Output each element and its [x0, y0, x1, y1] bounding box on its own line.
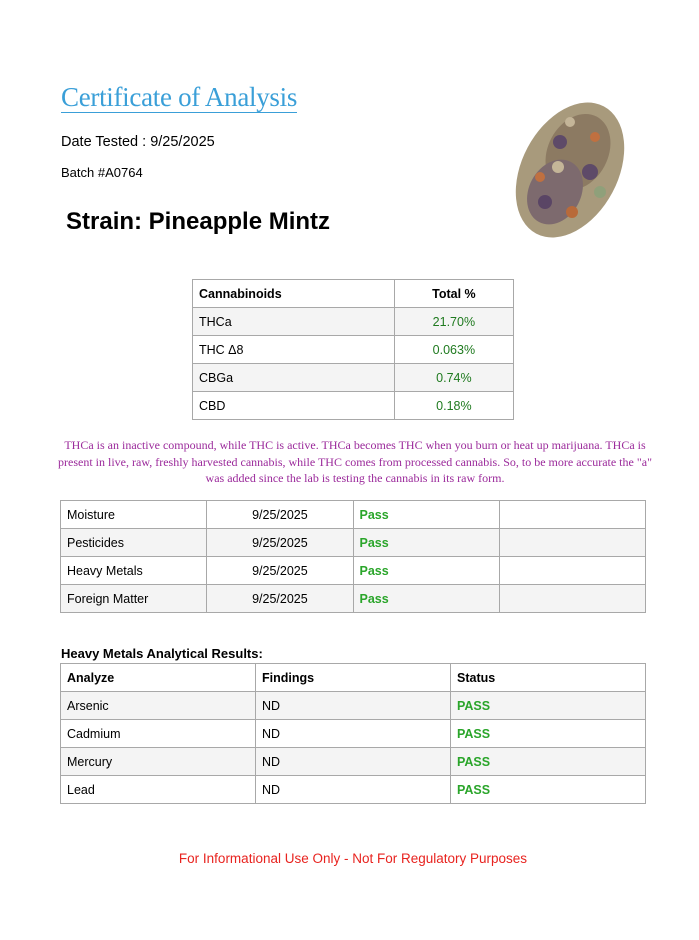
- table-row: [61, 557, 646, 585]
- test-date: 9/25/2025: [207, 501, 353, 529]
- column-header: Total %: [394, 280, 513, 308]
- cannabinoid-name: CBGa: [193, 364, 395, 392]
- test-extra: [499, 557, 645, 585]
- table-row: [61, 748, 646, 776]
- test-date: 9/25/2025: [207, 557, 353, 585]
- test-date: 9/25/2025: [207, 529, 353, 557]
- status: PASS: [451, 720, 646, 748]
- date-tested: Date Tested : 9/25/2025: [61, 134, 215, 150]
- analyte: Mercury: [61, 748, 256, 776]
- cannabinoid-value: 0.18%: [394, 392, 513, 420]
- thca-note: THCa is an inactive compound, while THC is active. THCa becomes THC when you burn or heat up marijuana. THCa is present in live, raw, freshly harvested cannabis, while THC comes from processed cannabis. So, to be more accurate the "a" was added since the lab is testing the cannabis in its raw form.: [58, 438, 652, 485]
- table-row: [193, 392, 514, 420]
- test-result: Pass: [353, 585, 499, 613]
- table-row: [61, 529, 646, 557]
- analyte: Cadmium: [61, 720, 256, 748]
- test-name: Pesticides: [61, 529, 207, 557]
- batch-number: Batch #A0764: [61, 165, 143, 180]
- cannabinoid-value: 0.063%: [394, 336, 513, 364]
- test-extra: [499, 529, 645, 557]
- status: PASS: [451, 692, 646, 720]
- test-result: Pass: [353, 557, 499, 585]
- cannabinoid-name: CBD: [193, 392, 395, 420]
- test-name: Heavy Metals: [61, 557, 207, 585]
- test-result: Pass: [353, 529, 499, 557]
- cannabinoid-value: 21.70%: [394, 308, 513, 336]
- tests-table: [60, 500, 646, 613]
- heavy-metals-table: [60, 663, 646, 804]
- disclaimer: For Informational Use Only - Not For Regulatory Purposes: [178, 851, 528, 866]
- table-row: [61, 501, 646, 529]
- test-date: 9/25/2025: [207, 585, 353, 613]
- finding: ND: [256, 720, 451, 748]
- cannabinoid-value: 0.74%: [394, 364, 513, 392]
- table-row: [61, 776, 646, 804]
- status: PASS: [451, 748, 646, 776]
- status: PASS: [451, 776, 646, 804]
- heavy-metals-title: Heavy Metals Analytical Results:: [61, 646, 263, 661]
- strain-name: Strain: Pineapple Mintz: [66, 208, 331, 235]
- analyte: Arsenic: [61, 692, 256, 720]
- column-header: Findings: [256, 664, 451, 692]
- test-name: Moisture: [61, 501, 207, 529]
- table-row: [193, 336, 514, 364]
- document-title: Certificate of Analysis: [61, 82, 298, 112]
- table-row: [61, 585, 646, 613]
- table-row: [193, 364, 514, 392]
- table-header-row: [193, 280, 514, 308]
- cannabis-bud-image: [500, 82, 645, 247]
- table-row: [61, 692, 646, 720]
- test-extra: [499, 585, 645, 613]
- test-name: Foreign Matter: [61, 585, 207, 613]
- table-row: [61, 720, 646, 748]
- table-row: [193, 308, 514, 336]
- cannabinoid-name: THCa: [193, 308, 395, 336]
- column-header: Cannabinoids: [193, 280, 395, 308]
- column-header: Status: [451, 664, 646, 692]
- finding: ND: [256, 748, 451, 776]
- test-result: Pass: [353, 501, 499, 529]
- cannabinoids-table: [192, 279, 514, 420]
- analyte: Lead: [61, 776, 256, 804]
- cannabinoid-name: THC Δ8: [193, 336, 395, 364]
- finding: ND: [256, 776, 451, 804]
- table-header-row: [61, 664, 646, 692]
- test-extra: [499, 501, 645, 529]
- column-header: Analyze: [61, 664, 256, 692]
- finding: ND: [256, 692, 451, 720]
